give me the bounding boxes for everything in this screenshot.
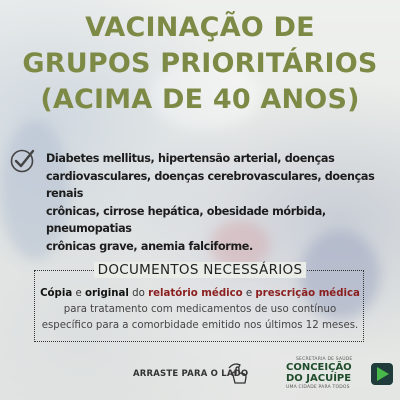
doc-word: do <box>128 288 149 299</box>
documents-line: para tratamento com medicamentos de uso contínuo <box>63 304 337 315</box>
conditions-list <box>46 150 396 255</box>
doc-word: original <box>84 288 129 299</box>
title-line: VACINAÇÃO DE <box>85 12 315 43</box>
check-icon <box>10 148 36 174</box>
title-line: (ACIMA DE 40 ANOS) <box>40 84 360 115</box>
logo-subtitle: SECRETARIA DE SAÚDE <box>296 357 353 362</box>
doc-highlight: relatório médico <box>148 288 243 299</box>
documents-heading <box>0 261 400 279</box>
swipe-hand-icon <box>226 360 250 384</box>
doc-word: e <box>242 288 256 299</box>
logo-line: DO JACUÍPE <box>286 373 352 384</box>
conditions-line: Diabetes mellitus, hipertensão arterial, doenças <box>46 152 335 165</box>
documents-text <box>36 286 364 334</box>
conditions-line: crônicas grave, anemia falciforme. <box>46 239 253 253</box>
doc-word: Cópia <box>40 288 73 299</box>
health-secretariat-logo <box>286 357 372 393</box>
page-title <box>0 10 400 118</box>
title-line: GRUPOS PRIORITÁRIOS <box>22 48 378 79</box>
documents-line <box>36 286 364 302</box>
play-icon <box>371 363 393 385</box>
conditions-line: crônicas, cirrose hepática, obesidade mórbida, pneumopatias <box>46 204 326 235</box>
documents-line: específico para a comorbidade emitido nos últimos 12 meses. <box>41 320 359 331</box>
documents-heading-text: DOCUMENTOS NECESSÁRIOS <box>94 262 307 278</box>
logo-tagline: UMA CIDADE PARA TODOS <box>286 385 350 390</box>
swipe-label: ARRASTE PARA O LADO <box>133 369 249 379</box>
conditions-line: cardiovasculares, doenças cerebrovasculares, doenças renais <box>46 169 375 200</box>
next-slide-button[interactable] <box>371 363 393 385</box>
logo-line: CONCEIÇÃO <box>286 362 352 373</box>
doc-highlight: prescrição médica <box>255 288 360 299</box>
doc-word: e <box>72 288 85 299</box>
